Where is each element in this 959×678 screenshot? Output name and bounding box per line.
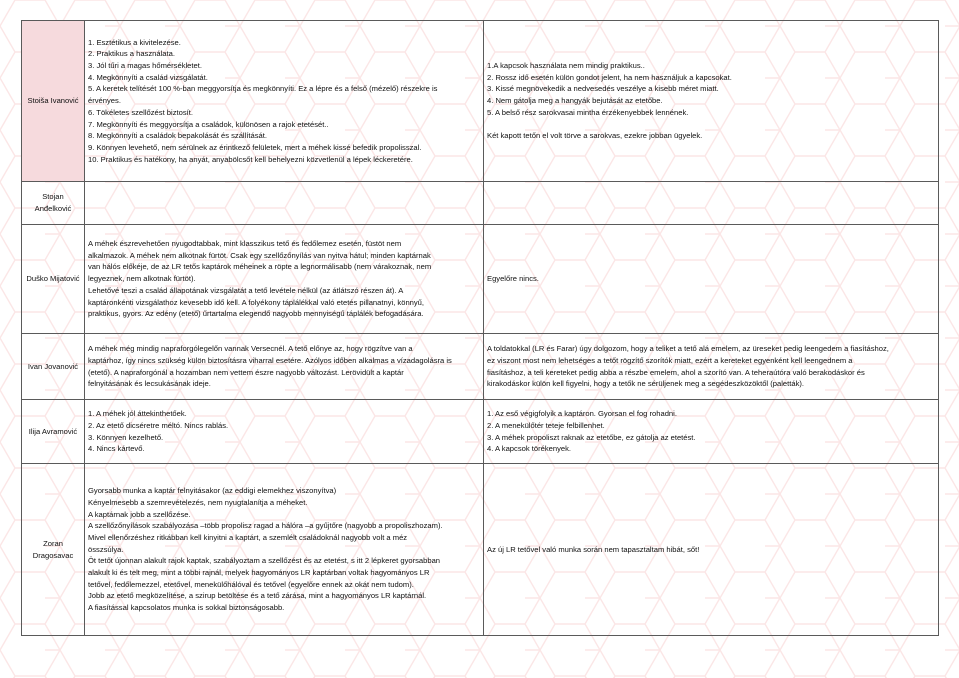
list-item: van hálós előkéje, de az LR tetős kaptárok méheinek a röpte a legnormálisabb (nem várakoznak, nem bbox=[88, 262, 432, 272]
list-item: 3. Kissé megnövekedik a nedvesedés veszélye a kisebb méret miatt. bbox=[487, 84, 719, 94]
list-item: 3. Jól tűri a magas hőmérsékletet. bbox=[88, 61, 202, 71]
list-item: 4. A kapcsok törékenyek. bbox=[487, 444, 572, 454]
list-item: Egyelőre nincs. bbox=[487, 274, 539, 284]
list-item: 5. A belső rész sarokvasai mintha érzékenyebbek lennének. bbox=[487, 107, 689, 117]
list-item: ez viszont most nem lehetséges a tetőt rögzítő szorítók miatt, ezért a kereteket egyenként kell leengednem a bbox=[487, 355, 853, 365]
list-item: A kaptárnak jobb a szellőzése. bbox=[88, 509, 191, 519]
reviewer-name: Stojan Anđelković bbox=[22, 182, 85, 225]
list-item: alkalmazok. A méhek nem alkotnak fürtöt. Csak egy szellőzőnyílás van nyitva hátul; minden kaptárnak bbox=[88, 250, 431, 260]
list-item: 10. Praktikus és hatékony, ha anyát, anyabölcsőt kell behelyezni közvetlenül a lépek léckeretére. bbox=[88, 154, 413, 164]
list-item: 9. Könnyen levehető, nem sérülnek az érintkező felületek, mert a méhek kissé befedik propolisszal. bbox=[88, 142, 422, 152]
list-item: kaptáronkénti vizsgálathoz kevesebb idő kell. A folyékony táplálékkal való etetés pillanatnyi, könnyű, bbox=[88, 297, 425, 307]
table-row bbox=[22, 225, 939, 334]
list-item: 2. Praktikus a használata. bbox=[88, 49, 175, 59]
pros-cell bbox=[85, 334, 484, 400]
list-item: felnyitásának és lecsukásának ideje. bbox=[88, 379, 211, 389]
list-item: Gyorsabb munka a kaptár felnyitásakor (az eddigi elemekhez viszonyítva) bbox=[88, 486, 337, 496]
list-item: Jobb az etető megközelítése, a szirup betöltése és a tető zárása, mint a hagyományos LR kaptárnál. bbox=[88, 591, 427, 601]
cons-cell bbox=[484, 400, 939, 464]
reviewer-name: Zoran Dragosavac bbox=[22, 464, 85, 636]
cons-cell bbox=[484, 182, 939, 225]
list-item: legyeznek, nem alkotnak fürtöt). bbox=[88, 274, 196, 284]
list-item: fiasításhoz, a teli kereteket pedig abba a részbe emelem, ahol a szorító van. A teheraútóra való berakodáskor és bbox=[487, 367, 865, 377]
list-item: A fiasítással kapcsolatos munka is sokkal biztonságosabb. bbox=[88, 603, 285, 613]
list-item: érvényes. bbox=[88, 96, 121, 106]
list-item: 1. Esztétikus a kivitelezése. bbox=[88, 37, 181, 47]
list-item: 7. Megkönnyíti és meggyorsítja a családok, különösen a rajok etetését.. bbox=[88, 119, 329, 129]
list-item: A toldatokkal (LR és Farar) úgy dolgozom, hogy a teliket a tető alá emelem, az üreseket pedig leengedem a fiasításhoz, bbox=[487, 344, 889, 354]
table-row bbox=[22, 334, 939, 400]
table-row bbox=[22, 400, 939, 464]
pros-cell bbox=[85, 182, 484, 225]
cons-cell bbox=[484, 225, 939, 334]
list-item: 2. Rossz idő esetén külön gondot jelent, ha nem használjuk a kapcsokat. bbox=[487, 72, 732, 82]
list-item: Az új LR tetővel való munka során nem tapasztaltam hibát, sőt! bbox=[487, 544, 700, 554]
list-item: Öt tetőt újonnan alakult rajok kaptak, szabályoztam a szellőzést és az etetést, s itt 2 lépkeret gyorsabban bbox=[88, 556, 441, 566]
list-item: A méhek észrevehetően nyugodtabbak, mint klasszikus tető és fedőlemez esetén, füstöt nem bbox=[88, 239, 402, 249]
cons-cell bbox=[484, 334, 939, 400]
list-item: 4. Nem gátolja meg a hangyák bejutását az etetőbe. bbox=[487, 96, 663, 106]
list-item: 5. A keretek telítését 100 %-ban meggyorsítja és megkönnyíti. Ez a lépre és a felső (mézelő) részekre is bbox=[88, 84, 438, 94]
list-item: összsúlya. bbox=[88, 544, 124, 554]
reviewer-name: Stoiša Ivanović bbox=[22, 21, 85, 182]
list-item: 2. A menekülőtér teteje felbillenhet. bbox=[487, 420, 605, 430]
pros-cell bbox=[85, 225, 484, 334]
spacer bbox=[487, 119, 935, 131]
list-item: 1. Az eső végigfolyik a kaptáron. Gyorsan el fog rohadni. bbox=[487, 409, 677, 419]
list-item: 2. Az etető dicséretre méltó. Nincs rablás. bbox=[88, 420, 229, 430]
list-item: 3. A méhek propoliszt raknak az etetőbe, ez gátolja az etetést. bbox=[487, 432, 696, 442]
list-item: praktikus, gyors. Az edény (etető) űrtartalma elegendő nagyobb mennyiségű táplálék befogadására. bbox=[88, 309, 424, 319]
list-item: A méhek még mindig napraforgólegelőn vannak Versecnél. A tető előnye az, hogy rögzítve van a bbox=[88, 344, 413, 354]
reviewer-name: Ilija Avramović bbox=[22, 400, 85, 464]
pros-cell bbox=[85, 464, 484, 636]
review-table bbox=[21, 20, 939, 636]
list-item: (etető). A napraforgónál a hozamban nem vettem észre nagyobb változást. Lerövidült a kaptár bbox=[88, 367, 404, 377]
list-item: kirakodáskor külön kell figyelni, hogy a tetők ne sérüljenek meg a segédeszközöktől (paletták). bbox=[487, 379, 804, 389]
list-item: 4. Megkönnyíti a család vizsgálatát. bbox=[88, 72, 208, 82]
list-item: 1.A kapcsok használata nem mindig praktikus.. bbox=[487, 61, 645, 71]
list-item: Mivel ellenőrzéshez ritkábban kell kinyitni a kaptárt, a szemlélt családoknál nagyobb volt a méz bbox=[88, 532, 408, 542]
list-item: tetővel, fedőlemezzel, etetővel, menekülőhálóval és tetővel (egyelőre ennek az okát nem tudom). bbox=[88, 579, 414, 589]
cons-cell bbox=[484, 464, 939, 636]
list-item: 6. Tökéletes szellőzést biztosít. bbox=[88, 107, 193, 117]
list-item: 1. A méhek jól áttekinthetőek. bbox=[88, 409, 187, 419]
cons-cell bbox=[484, 21, 939, 182]
list-item: kaptárhoz, így nincs szükség külön biztosításra viharral esetére. Azólyos időben alkalmas a vízadagolásra is bbox=[88, 355, 452, 365]
list-item: 8. Megkönnyíti a családok bepakolását és szállítását. bbox=[88, 131, 267, 141]
reviewer-name: Ivan Jovanović bbox=[22, 334, 85, 400]
list-item: 4. Nincs kártevő. bbox=[88, 444, 145, 454]
list-item: Lehetővé teszi a család állapotának vizsgálatát a tető levétele nélkül (az átlátszó részen át). A bbox=[88, 285, 404, 295]
reviewer-name: Duško Mijatović bbox=[22, 225, 85, 334]
list-item: 3. Könnyen kezelhető. bbox=[88, 432, 164, 442]
table-row bbox=[22, 21, 939, 182]
table-row bbox=[22, 464, 939, 636]
list-item: alakult ki és telt meg, mint a többi rajnál, melyek hagyományos LR kaptárban voltak hagyományos LR bbox=[88, 568, 430, 578]
pros-cell bbox=[85, 400, 484, 464]
pros-cell bbox=[85, 21, 484, 182]
list-item: A szellőzőnyílások szabályozása –több propolisz ragad a hálóra –a gyűjtőre (nagyobb a propoliszhozam). bbox=[88, 521, 443, 531]
list-item: Két kapott tetőn el volt törve a sarokvas, ezekre jobban ügyelek. bbox=[487, 131, 703, 141]
list-item: Kényelmesebb a szemrevételezés, nem nyugtalanítja a méheket. bbox=[88, 497, 308, 507]
table-row bbox=[22, 182, 939, 225]
